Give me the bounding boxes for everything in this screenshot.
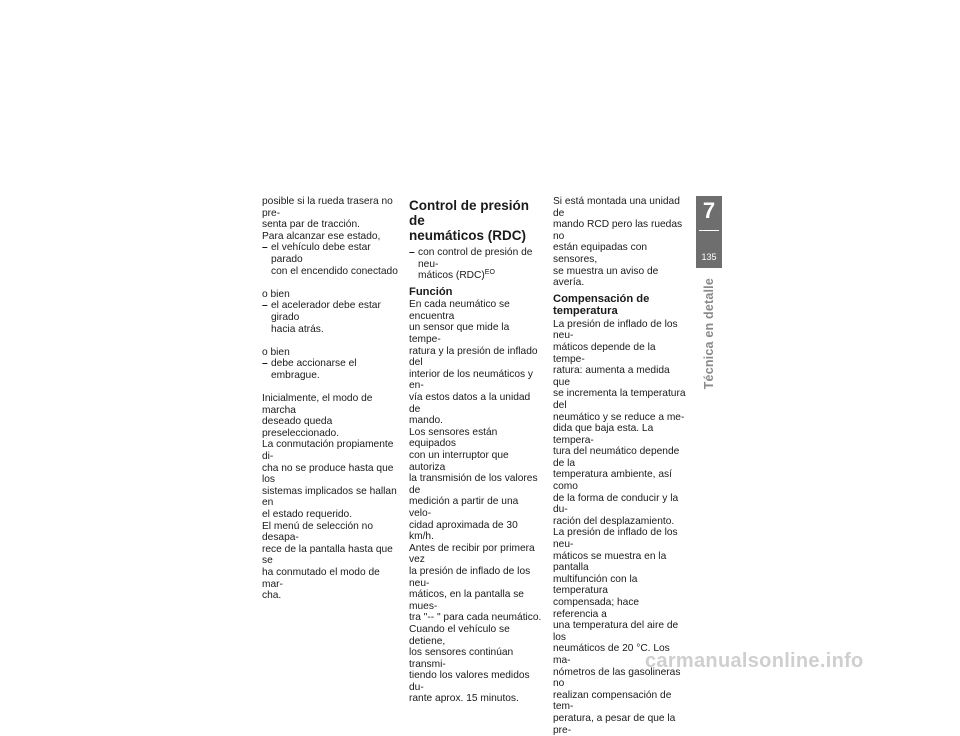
text-line: están equipadas con sensores, [553, 242, 648, 265]
text-line: Los sensores están equipados [409, 426, 498, 450]
dash-list-item [409, 247, 543, 282]
text-line: ha conmutado el modo de mar- [262, 567, 380, 590]
text-line: nómetros de las gasolineras no [553, 666, 681, 690]
text-line: la transmisión de los valores de [409, 473, 538, 496]
text-line: tura del neumático depende de la [553, 446, 680, 469]
text-line: interior de los neumáticos y en- [409, 368, 534, 392]
text-line: tiendo los valores medidos du- [409, 670, 530, 693]
text-line: vía estos datos a la unidad de [409, 392, 531, 415]
dash-list-item [262, 242, 402, 277]
text-line: hacia atrás. [271, 323, 324, 335]
text-line: o bien [262, 346, 290, 358]
text-line: multifunción con la temperatura [553, 573, 638, 597]
text-line: cha no se produce hasta que los [262, 462, 394, 486]
text-line: temperatura ambiente, así como [553, 469, 672, 493]
text-line: dida que baja esta. La tempera- [553, 423, 654, 446]
text-line: En cada neumático se encuentra [409, 299, 510, 322]
text-line: ración del desplazamiento. [553, 515, 675, 527]
text-line: cidad aproximada de 30 km/h. [409, 519, 518, 543]
text-line: un sensor que mide la tempe- [409, 322, 510, 346]
text-line: tra "-- " para cada neumático. [409, 612, 542, 624]
text-line: los sensores continúan transmi- [409, 647, 514, 670]
text-line: La presión de inflado de los neu- [553, 318, 678, 342]
text-line: senta par de tracción. [262, 219, 360, 231]
text-line: – el vehículo debe estar parado [271, 242, 371, 265]
text-line: posible si la rueda trasera no pre- [262, 196, 393, 219]
text-line: Si está montada una unidad de [553, 196, 680, 219]
text-line: la presión de inflado de los neu- [409, 565, 531, 589]
text-line: con el encendido conectado [271, 265, 398, 277]
text-line [418, 270, 543, 282]
heading-line: neumáticos (RDC) [409, 228, 527, 243]
text-line: Para alcanzar ese estado, [262, 230, 381, 242]
text-line: de la forma de conducir y la du- [553, 492, 679, 516]
column-2 [409, 196, 543, 705]
text-line: ratura: aumenta a medida que [553, 365, 670, 388]
text-line: con un interruptor que autoriza [409, 450, 509, 473]
page-number: 135 [701, 252, 717, 262]
text-line: se incrementa la temperatura del [553, 388, 686, 411]
text-line: sistemas implicados se hallan en [262, 485, 397, 509]
text-line: máticos se muestra en la pantalla [553, 550, 667, 574]
dash-list-item [262, 300, 402, 335]
dash-list-item [262, 358, 402, 381]
text-line: o bien [262, 288, 290, 300]
text-line: una temperatura del aire de los [553, 620, 679, 643]
text-line: deseado queda preseleccionado. [262, 416, 340, 439]
chapter-divider [699, 230, 719, 231]
text-line: La presión de inflado de los neu- [553, 527, 678, 551]
text-line: peratura, a pesar de que la pre- [553, 712, 676, 736]
text-line: El menú de selección no desapa- [262, 520, 373, 544]
text-line: neumático y se reduce a me- [553, 411, 685, 423]
text-line: compensada; hace referencia a [553, 597, 640, 620]
text-line: ratura y la presión de inflado del [409, 345, 538, 369]
section-heading [409, 198, 543, 243]
text-line: cha. [262, 590, 282, 602]
text-line: el estado requerido. [262, 509, 353, 521]
heading-line: Compensación de [553, 292, 650, 305]
text-line: Antes de recibir por primera vez [409, 542, 535, 566]
column-1 [262, 196, 402, 602]
watermark: carmanualsonline.info [645, 650, 864, 672]
text-line: – con control de presión de neu- [418, 247, 533, 270]
text-line: – el acelerador debe estar girado [271, 300, 381, 323]
chapter-number: 7 [702, 198, 716, 223]
text-line: se muestra un aviso de avería. [553, 265, 659, 289]
text-line: rece de la pantalla hasta que se [262, 543, 393, 567]
equipment-superscript: EO [484, 269, 495, 277]
text-line: mando. [409, 415, 443, 427]
text-fragment: máticos (RDC) [418, 270, 485, 282]
text-line: neumáticos de 20 °C. Los ma- [553, 643, 670, 666]
subsection-heading [553, 293, 687, 318]
text-line: realizan compensación de tem- [553, 689, 672, 713]
heading-line: Control de presión de [409, 198, 530, 228]
text-line: – debe accionarse el embrague. [271, 358, 357, 381]
chapter-title-vertical: Técnica en detalle [702, 278, 716, 390]
text-line: medición a partir de una velo- [409, 496, 519, 519]
chapter-tab [696, 196, 722, 268]
heading-line: temperatura [553, 305, 618, 318]
text-line: máticos, en la pantalla se mues- [409, 589, 524, 612]
text-line: rante aprox. 15 minutos. [409, 693, 519, 705]
text-line: Cuando el vehículo se detiene, [409, 623, 510, 647]
text-line: mando RCD pero las ruedas no [553, 219, 683, 242]
text-line: Inicialmente, el modo de marcha [262, 393, 373, 416]
text-line: La conmutación propiamente di- [262, 439, 394, 463]
text-line: máticos depende de la tempe- [553, 341, 656, 365]
subsection-heading: Función [409, 285, 453, 298]
